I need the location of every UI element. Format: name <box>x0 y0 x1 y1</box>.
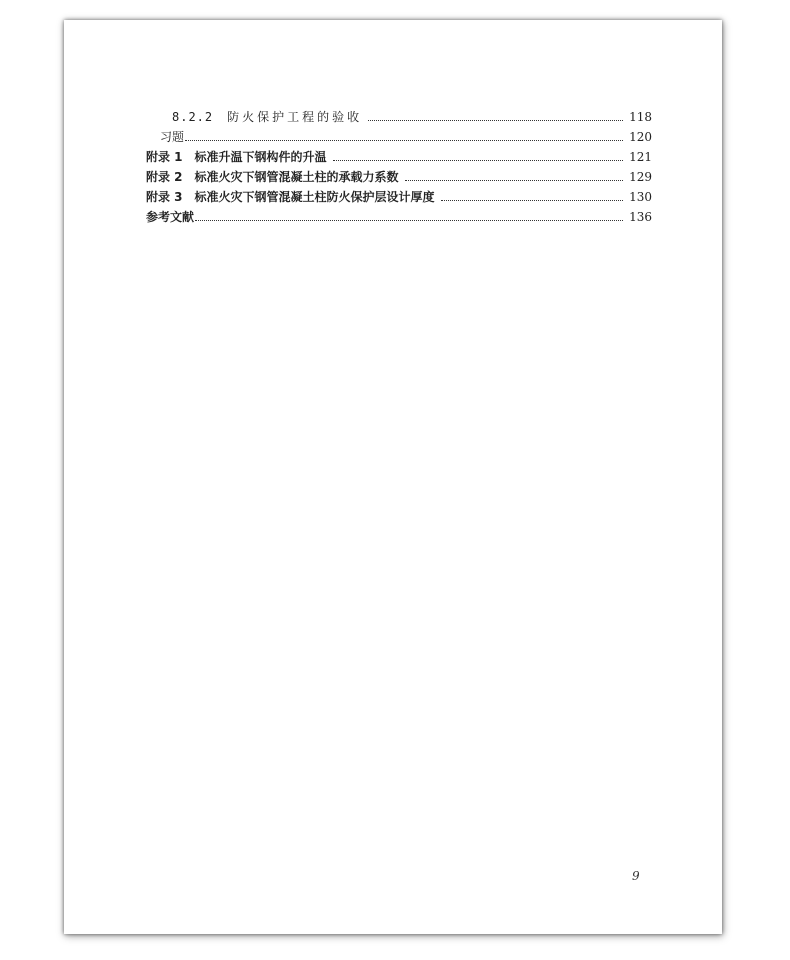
toc-entry-title: 标准火灾下钢管混凝土柱的承载力系数 <box>194 170 399 184</box>
toc-entry-page: 121 <box>629 150 652 164</box>
toc-entry-page: 118 <box>629 110 652 124</box>
page-number: 9 <box>632 869 640 883</box>
toc-entry-title: 防火保护工程的验收 <box>227 110 363 124</box>
toc-entry-references[interactable] <box>146 208 652 228</box>
toc-entry-8-2-2[interactable] <box>146 108 652 128</box>
toc-entry-number: 附录 3 <box>146 190 183 204</box>
dot-leader <box>405 180 624 181</box>
dot-leader <box>333 160 624 161</box>
toc-entry-number: 8.2.2 <box>172 110 214 124</box>
toc-entry-exercises[interactable] <box>146 128 652 148</box>
toc-entry-appendix-1[interactable] <box>146 148 652 168</box>
toc-entry-number: 附录 1 <box>146 150 183 164</box>
toc-entry-title: 标准升温下钢构件的升温 <box>194 150 327 164</box>
dot-leader <box>185 140 623 141</box>
toc-entry-appendix-2[interactable] <box>146 168 652 188</box>
toc-entry-page: 136 <box>629 210 652 224</box>
book-page <box>64 20 722 934</box>
dot-leader <box>195 220 623 221</box>
table-of-contents <box>146 108 652 228</box>
toc-entry-page: 130 <box>629 190 652 204</box>
toc-entry-page: 120 <box>629 130 652 144</box>
toc-entry-title: 标准火灾下钢管混凝土柱防火保护层设计厚度 <box>194 190 435 204</box>
toc-entry-appendix-3[interactable] <box>146 188 652 208</box>
toc-entry-title: 习题 <box>160 130 185 144</box>
dot-leader <box>368 120 623 121</box>
toc-entry-number: 附录 2 <box>146 170 183 184</box>
toc-entry-page: 129 <box>629 170 652 184</box>
toc-entry-title: 参考文献 <box>146 210 195 224</box>
dot-leader <box>441 200 624 201</box>
